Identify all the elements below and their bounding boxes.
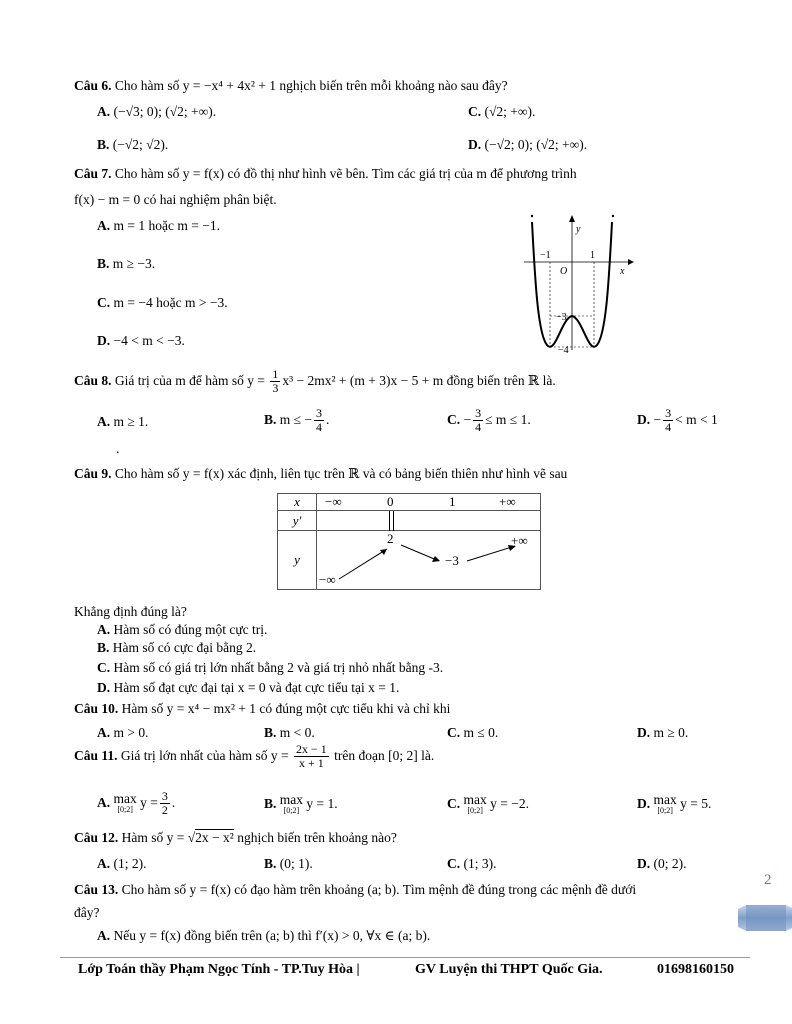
- q9-prompt: Khẳng định đúng là?: [74, 604, 187, 619]
- q6-option-d: D. (−√2; 0); (√2; +∞).: [468, 137, 588, 152]
- q11-option-d: D. max [0;2] y = 5.: [637, 791, 712, 815]
- table-y-neg-inf: −∞: [319, 572, 336, 587]
- q12-option-d: D. (0; 2).: [637, 856, 687, 871]
- q6-option-c: C. (√2; +∞).: [468, 104, 536, 119]
- q10-question: Câu 10. Hàm số y = x⁴ − mx² + 1 có đúng một cực tiểu khi và chỉ khi: [74, 701, 451, 716]
- table-derivative-bar: [389, 511, 394, 531]
- q6-option-b: B. (−√2; √2).: [97, 137, 169, 152]
- q8-option-d: D. − $\frac{3}{4}$ < m < 1: [637, 406, 718, 435]
- q8-option-a: A. m ≥ 1.: [97, 414, 149, 429]
- q12-option-a: A. (1; 2).: [97, 856, 147, 871]
- radicand: 2x − x²: [195, 830, 234, 845]
- graph-tick-1: 1: [590, 250, 595, 261]
- q7-function-graph: [520, 210, 640, 360]
- table-y-min: −3: [445, 553, 459, 568]
- page-number: 2: [764, 872, 772, 888]
- q9-option-c: C. Hàm số có giá trị lớn nhất bằng 2 và giá trị nhỏ nhất bằng -3.: [97, 660, 444, 675]
- footer-course: GV Luyện thi THPT Quốc Gia.: [415, 962, 603, 977]
- q13-question-line2: đây?: [74, 905, 100, 920]
- table-x-pos-inf: +∞: [499, 494, 516, 509]
- table-x-neg-inf: −∞: [325, 494, 342, 509]
- table-x-label: x: [278, 494, 317, 511]
- q10-option-d: D. m ≥ 0.: [637, 725, 689, 740]
- q10-option-c: C. m ≤ 0.: [447, 725, 499, 740]
- q11-option-c: C. max [0;2] y = −2.: [447, 791, 529, 815]
- table-yprime-label: y′: [278, 511, 317, 531]
- q8-option-c: C. − $\frac{3}{4}$ ≤ m ≤ 1.: [447, 406, 531, 435]
- page-corner-decoration-icon: [738, 905, 792, 931]
- graph-value-neg4: −4: [558, 345, 569, 356]
- q7-option-b: B. m ≥ −3.: [97, 256, 156, 271]
- table-y-pos-inf: +∞: [511, 533, 528, 548]
- table-x-1: 1: [449, 494, 456, 509]
- table-arrows: [317, 531, 542, 590]
- q9-question: Câu 9. Cho hàm số y = f(x) xác định, liên tục trên ℝ và có bảng biến thiên như hình vẽ sau: [74, 466, 568, 481]
- q11-option-a: A. max [0;2] y = $\frac{3}{2}$ .: [97, 789, 176, 818]
- q9-option-b: B. Hàm số có cực đại bằng 2.: [97, 640, 257, 655]
- q9-option-a: A. Hàm số có đúng một cực trị.: [97, 622, 268, 637]
- q7-option-a: A. m = 1 hoặc m = −1.: [97, 218, 220, 233]
- q10-option-a: A. m > 0.: [97, 725, 149, 740]
- q12-question: Câu 12. Hàm số y = √2x − x² nghịch biến trên khoảng nào?: [74, 830, 397, 845]
- q12-option-b: B. (0; 1).: [264, 856, 313, 871]
- curve-dot-left: [531, 215, 533, 217]
- q11-option-b: B. max [0;2] y = 1.: [264, 791, 338, 815]
- graph-value-neg3: −3: [556, 312, 567, 323]
- graph-origin-label: O: [560, 266, 568, 277]
- q8-option-b: B. m ≤ − $\frac{3}{4}$ .: [264, 406, 330, 435]
- q13-question-line1: Câu 13. Cho hàm số y = f(x) có đạo hàm trên khoảng (a; b). Tìm mệnh đề đúng trong các mệnh đề dưới: [74, 882, 637, 897]
- table-y-label: y: [278, 531, 317, 590]
- table-y-max: 2: [387, 531, 394, 546]
- q11-fraction: $\frac{2x - 1}{x + 1}$: [295, 742, 327, 771]
- q7-option-d: D. −4 < m < −3.: [97, 333, 185, 348]
- graph-y-label: y: [576, 224, 581, 235]
- q7-question-line2: f(x) − m = 0 có hai nghiệm phân biệt.: [74, 192, 277, 207]
- x-axis-arrow-icon: [628, 259, 634, 265]
- q6-option-a: A. (−√3; 0); (√2; +∞).: [97, 104, 217, 119]
- footer-teacher: Lớp Toán thầy Phạm Ngọc Tính - TP.Tuy Hòa |: [78, 962, 360, 977]
- footer-phone: 01698160150: [657, 962, 734, 977]
- y-axis-arrow-icon: [569, 215, 575, 222]
- q8-question: Câu 8. Giá trị của m để hàm số y = $\frac{1}{3}$ x³ − 2mx² + (m + 3)x − 5 + m đồng biến trên ℝ là.: [74, 367, 556, 396]
- q9-option-d: D. Hàm số đạt cực đại tại x = 0 và đạt cực tiểu tại x = 1.: [97, 680, 400, 695]
- graph-x-label: x: [620, 266, 625, 277]
- footer-rule: [60, 957, 750, 958]
- q13-option-a: A. Nếu y = f(x) đồng biến trên (a; b) thì f′(x) > 0, ∀x ∈ (a; b).: [97, 928, 431, 943]
- variation-table: [277, 493, 541, 590]
- q12-option-c: C. (1; 3).: [447, 856, 497, 871]
- q10-option-b: B. m < 0.: [264, 725, 315, 740]
- curve-dot-right: [612, 215, 614, 217]
- arrow-up-icon: [380, 549, 387, 555]
- q11-question: Câu 11. Giá trị lớn nhất của hàm số y = $\frac{2x - 1}{x + 1}$ trên đoạn [0; 2] là.: [74, 742, 435, 771]
- graph-tick-neg1: −1: [540, 250, 551, 261]
- sqrt-icon: √: [187, 830, 196, 845]
- q7-option-c: C. m = −4 hoặc m > −3.: [97, 295, 228, 310]
- table-x-0: 0: [387, 494, 394, 509]
- q7-question-line1: Câu 7. Cho hàm số y = f(x) có đồ thị như hình vẽ bên. Tìm các giá trị của m để phương trình: [74, 166, 577, 181]
- q6-question: Câu 6. Cho hàm số y = −x⁴ + 4x² + 1 nghịch biến trên mỗi khoảng nào sau đây?: [74, 78, 508, 93]
- stray-dot: .: [116, 441, 120, 456]
- q8-fraction: $\frac{1}{3}$: [272, 367, 279, 396]
